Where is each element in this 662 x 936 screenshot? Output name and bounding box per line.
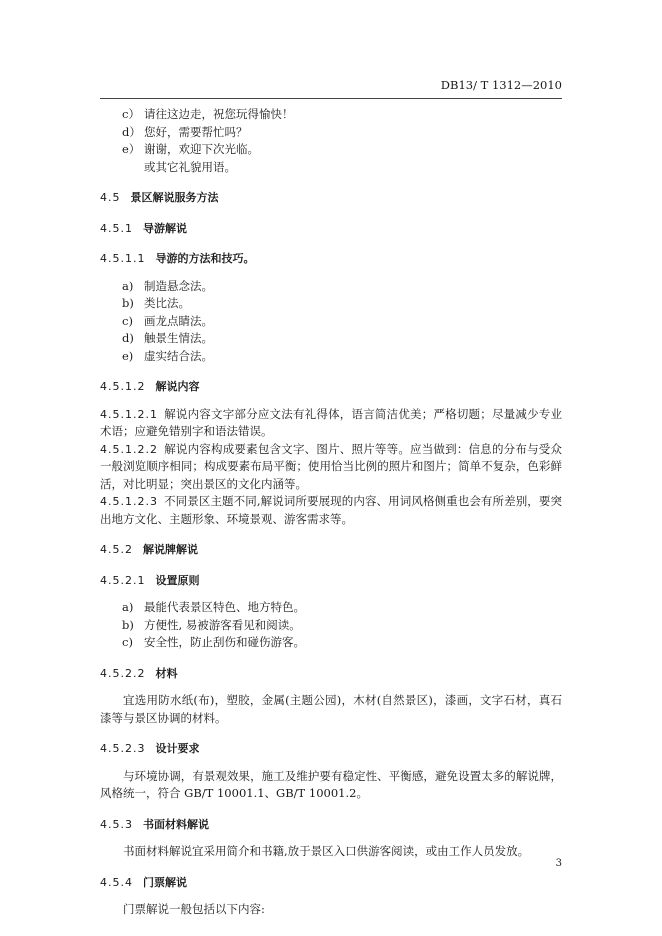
section-heading: 4.5.2.2 材料 xyxy=(100,666,178,680)
section-heading: 4.5.1.2 解说内容 xyxy=(100,380,200,393)
list-item: e) 虚实结合法。 xyxy=(122,348,213,363)
paragraph: 4.5.1.2.1 解说内容文字部分应文法有礼得体，语言简洁优美；严格切题；尽量减少专业术语；应避免错别字和语法错误。 xyxy=(100,406,562,438)
list-item: a) 制造悬念法。 xyxy=(122,278,213,293)
list-item: c) 安全性，防止刮伤和碰伤游客。 xyxy=(122,635,305,649)
paragraph: 与环境协调，有景观效果，施工及维护要有稳定性、平衡感，避免设置太多的解说牌，风格统一，符合 GB/T 10001.1、GB/T 10001.2。 xyxy=(100,768,562,800)
list-item: d） 您好，需要帮忙吗？ xyxy=(122,124,248,139)
page-body xyxy=(100,106,562,919)
paragraph: 4.5.1.2.3 不同景区主题不同,解说词所要展现的内容、用词风格侧重也会有所差别，要突出地方文化、主题形象、环境景观、游客需求等。 xyxy=(100,494,562,526)
section-heading: 4.5.1 导游解说 xyxy=(100,221,187,235)
page-number: 3 xyxy=(555,858,562,869)
list-item: b) 类比法。 xyxy=(122,296,190,310)
doc-code: DB13/ T 1312—2010 xyxy=(100,78,562,99)
paragraph: 书面材料解说宜采用简介和书籍,放于景区入口供游客阅读，或由工作人员发放。 xyxy=(123,844,530,858)
paragraph: 宜选用防水纸(布)，塑胶，金属(主题公园)，木材(自然景区)，漆画，文字石材，真石漆等与景区协调的材料。 xyxy=(100,693,562,725)
section-heading: 4.5.4 门票解说 xyxy=(100,875,187,889)
section-heading: 4.5.1.1 导游的方法和技巧。 xyxy=(100,252,255,265)
list-item: d) 触景生情法。 xyxy=(122,331,213,345)
section-heading: 4.5.2.1 设置原则 xyxy=(100,573,200,587)
list-item: c) 画龙点睛法。 xyxy=(122,313,213,328)
paragraph: 门票解说一般包括以下内容: xyxy=(123,902,265,916)
list-item: b) 方便性, 易被游客看见和阅读。 xyxy=(122,617,301,632)
list-item: c） 请往这边走，祝您玩得愉快！ xyxy=(122,107,294,121)
section-heading: 4.5.3 书面材料解说 xyxy=(100,817,209,831)
list-item: e） 谢谢，欢迎下次光临。 xyxy=(122,142,259,156)
section-heading: 4.5 景区解说服务方法 xyxy=(100,191,219,204)
list-note: 或其它礼貌用语。 xyxy=(144,159,236,174)
section-heading: 4.5.2 解说牌解说 xyxy=(100,543,198,556)
section-heading: 4.5.2.3 设计要求 xyxy=(100,742,200,755)
paragraph: 4.5.1.2.2 解说内容构成要素包含文字、图片、照片等等。应当做到：信息的分布与受众一般浏览顺序相同；构成要素布局平衡；使用恰当比例的照片和图片；简单不复杂，色彩鲜活，对比明显；突出景区的文化内涵等。 xyxy=(100,441,562,491)
list-item: a) 最能代表景区特色、地方特色。 xyxy=(122,600,305,614)
